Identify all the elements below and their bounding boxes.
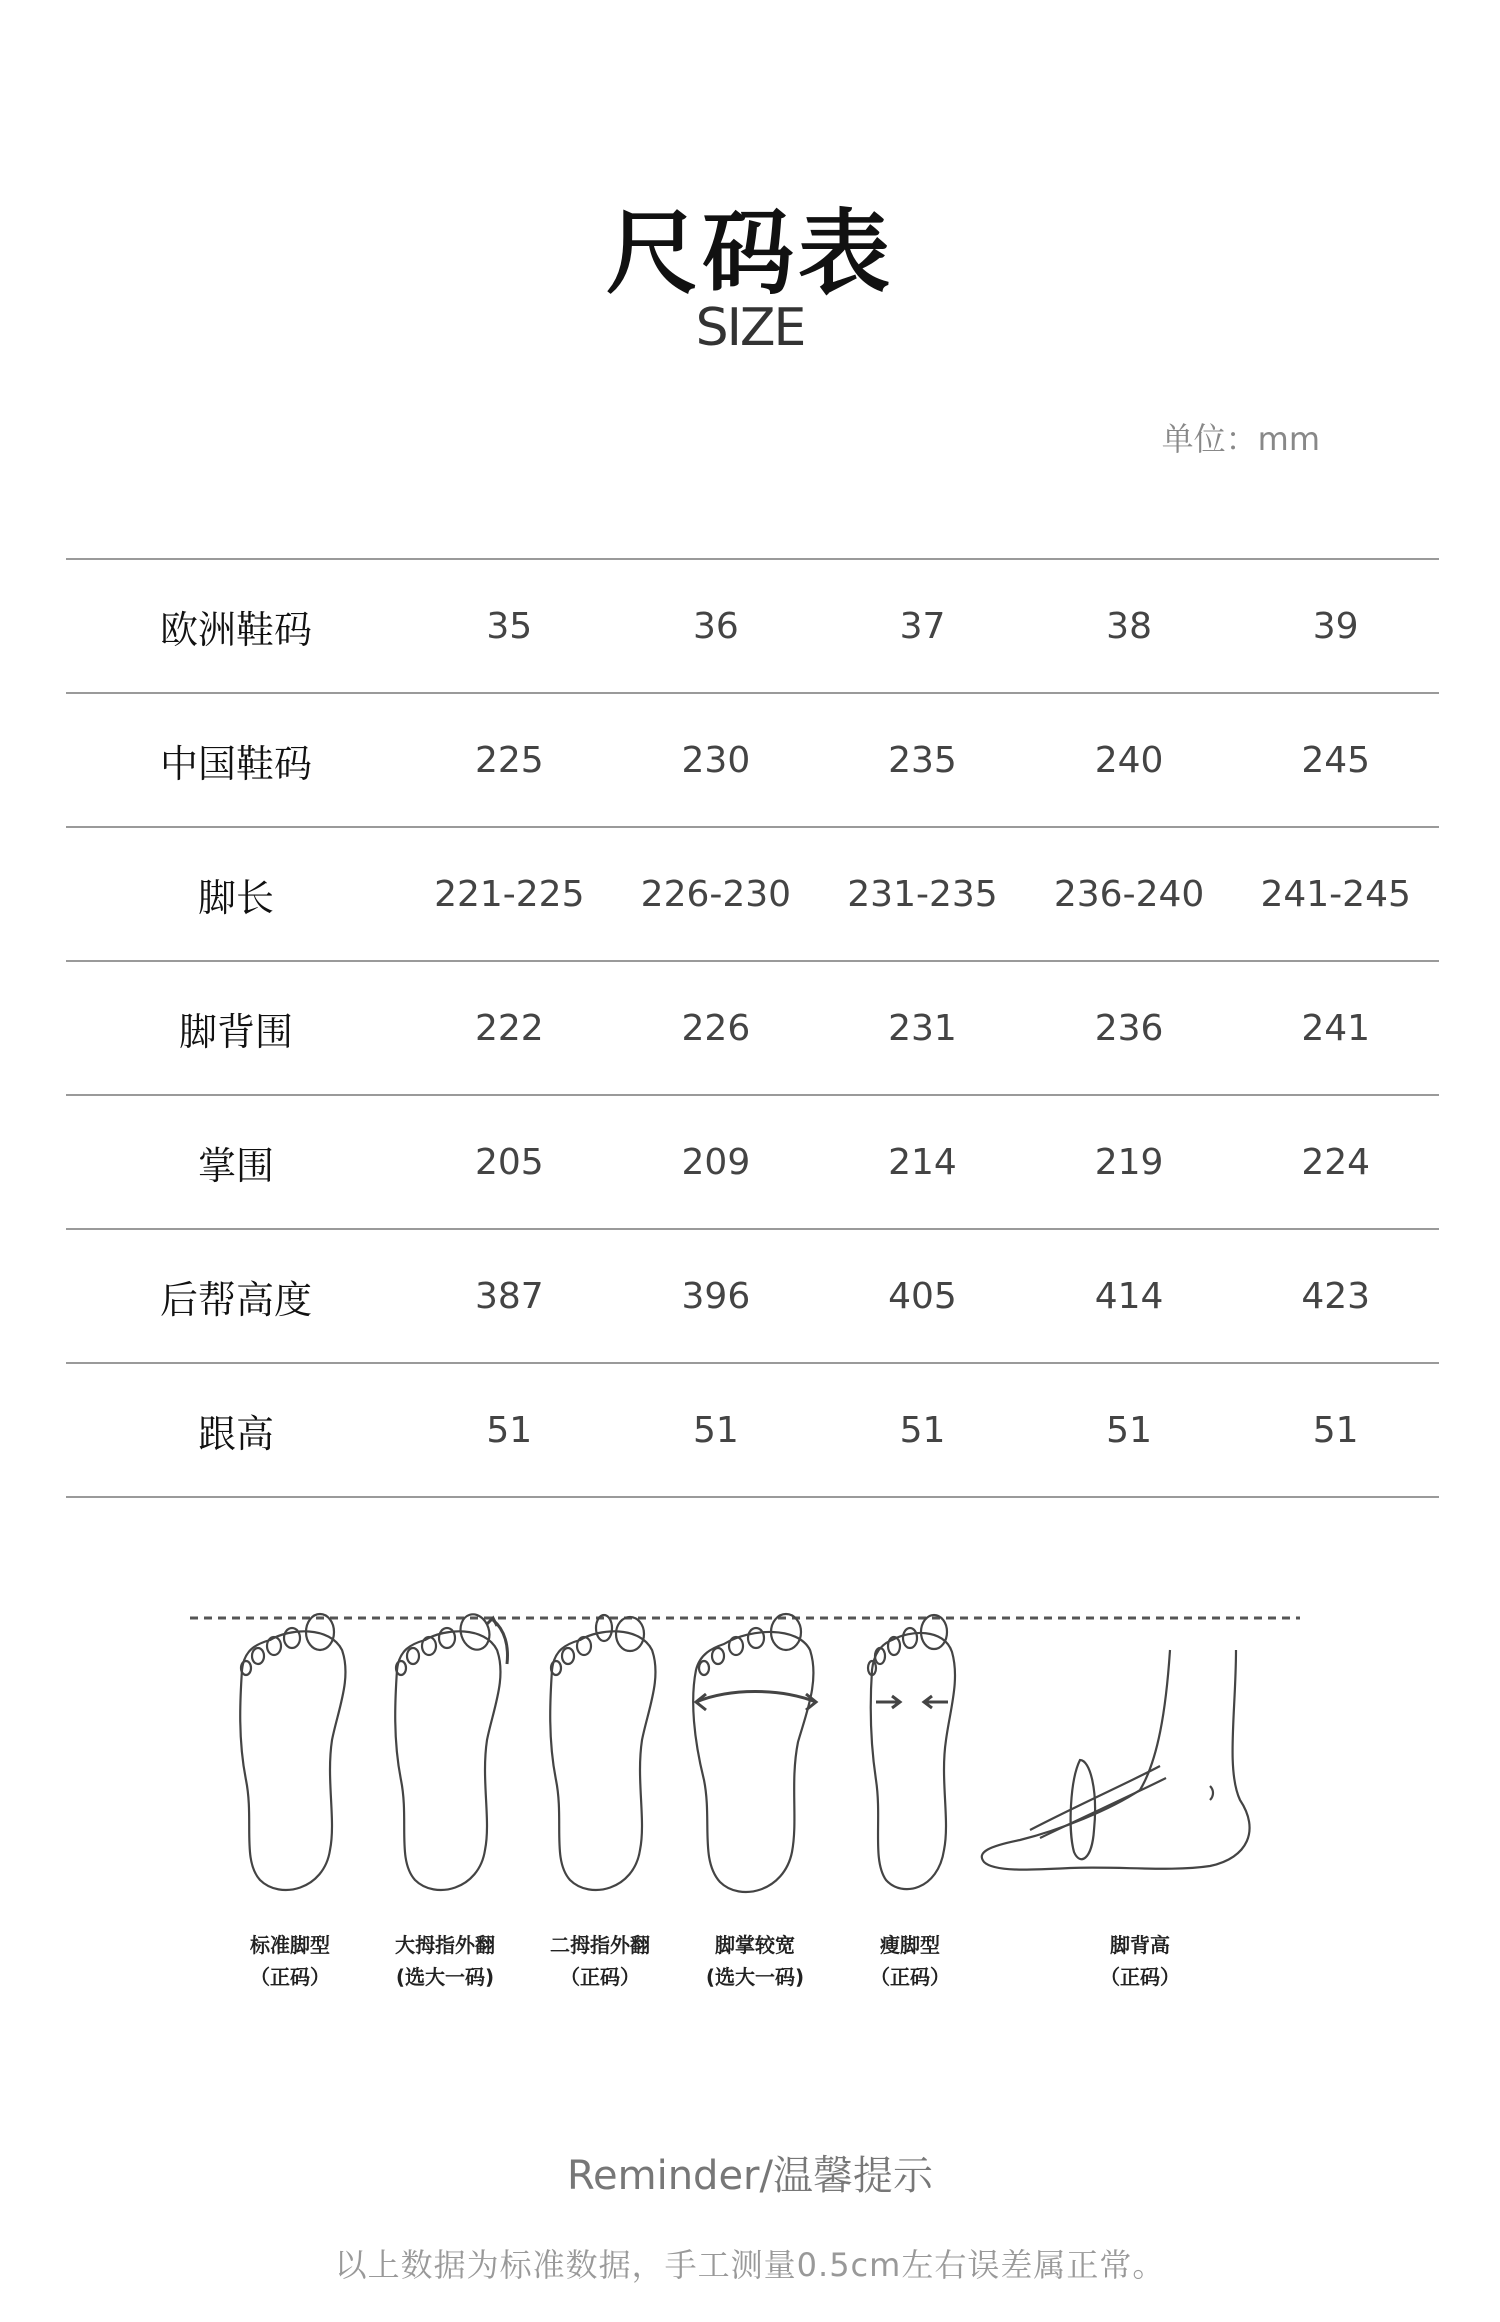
table-cell: 226 [613,961,820,1095]
foot-standard-icon [240,1614,345,1890]
table-row [66,1095,1439,1229]
table-cell: 51 [613,1363,820,1497]
table-row [66,1363,1439,1497]
row-label: 跟高 [66,1363,406,1497]
row-label: 后帮高度 [66,1229,406,1363]
table-cell: 51 [1232,1363,1439,1497]
table-cell: 224 [1232,1095,1439,1229]
unit-label: 单位：mm [1161,420,1320,458]
row-label: 中国鞋码 [66,693,406,827]
table-row [66,827,1439,961]
table-row [66,693,1439,827]
foot-slim-icon [868,1615,955,1889]
table-row [66,1229,1439,1363]
table-cell: 231 [819,961,1026,1095]
foot-high-instep-icon [982,1650,1250,1870]
foot-type-illustrations [180,1590,1330,2010]
table-cell: 241 [1232,961,1439,1095]
foot-slim-note: （正码） [870,1965,950,1989]
row-label: 掌围 [66,1095,406,1229]
table-cell: 221-225 [406,827,613,961]
table-cell: 39 [1232,559,1439,693]
table-cell: 235 [819,693,1026,827]
table-row [66,961,1439,1095]
table-cell: 214 [819,1095,1026,1229]
table-cell: 38 [1026,559,1233,693]
page-title: 尺码表 [605,200,894,307]
size-table [66,558,1439,1498]
foot-standard-name: 标准脚型 [250,1933,330,1957]
foot-wide-note: (选大一码) [705,1965,805,1989]
table-cell: 396 [613,1229,820,1363]
table-cell: 236 [1026,961,1233,1095]
foot-second-toe-icon [550,1615,655,1890]
reminder-text: 以上数据为标准数据，手工测量0.5cm左右误差属正常。 [334,2246,1166,2284]
row-label: 脚背围 [66,961,406,1095]
table-cell: 387 [406,1229,613,1363]
table-cell: 219 [1026,1095,1233,1229]
foot-standard-note: （正码） [250,1965,330,1989]
table-cell: 236-240 [1026,827,1233,961]
page-subtitle: SIZE [695,298,805,358]
table-cell: 241-245 [1232,827,1439,961]
table-cell: 245 [1232,693,1439,827]
foot-bunion-note: (选大一码) [395,1965,495,1989]
foot-second-toe-note: （正码） [560,1965,640,1989]
foot-slim-name: 瘦脚型 [880,1933,940,1957]
table-cell: 423 [1232,1229,1439,1363]
foot-high-instep-name: 脚背高 [1110,1933,1170,1957]
table-cell: 405 [819,1229,1026,1363]
table-cell: 35 [406,559,613,693]
table-cell: 205 [406,1095,613,1229]
row-label: 脚长 [66,827,406,961]
table-cell: 36 [613,559,820,693]
table-cell: 231-235 [819,827,1026,961]
table-cell: 37 [819,559,1026,693]
table-cell: 51 [1026,1363,1233,1497]
table-cell: 51 [819,1363,1026,1497]
table-cell: 240 [1026,693,1233,827]
table-cell: 414 [1026,1229,1233,1363]
table-row [66,559,1439,693]
foot-bunion-icon [395,1611,507,1890]
table-cell: 51 [406,1363,613,1497]
table-cell: 222 [406,961,613,1095]
foot-high-instep-note: （正码） [1100,1965,1180,1989]
row-label: 欧洲鞋码 [66,559,406,693]
foot-wide-icon [693,1614,816,1892]
foot-second-toe-name: 二拇指外翻 [550,1933,650,1957]
foot-bunion-name: 大拇指外翻 [395,1933,495,1957]
table-cell: 225 [406,693,613,827]
reminder-title: Reminder/温馨提示 [567,2153,933,2199]
table-cell: 209 [613,1095,820,1229]
table-cell: 226-230 [613,827,820,961]
foot-wide-name: 脚掌较宽 [715,1933,795,1957]
table-cell: 230 [613,693,820,827]
